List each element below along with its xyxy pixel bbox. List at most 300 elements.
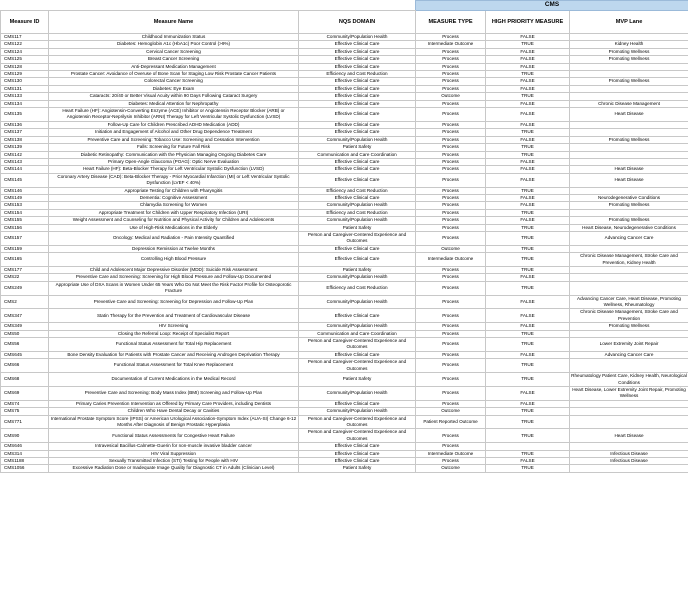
cell-nqs-domain[interactable]: Community/Population Health bbox=[299, 217, 416, 224]
cell-nqs-domain[interactable]: Effective Clinical Care bbox=[299, 108, 416, 122]
cell-measure-name[interactable]: Statin Therapy for the Prevention and Treatment of Cardiovascular Disease bbox=[49, 309, 299, 323]
cell-measure-name[interactable]: Controlling High Blood Pressure bbox=[49, 253, 299, 267]
cell-high-priority[interactable]: TRUE bbox=[486, 71, 570, 78]
cell-mvp-lane[interactable] bbox=[570, 129, 688, 136]
cell-measure-name[interactable]: Breast Cancer Screening bbox=[49, 56, 299, 63]
cell-measure-type[interactable]: Process bbox=[416, 443, 486, 450]
header-measure-type[interactable]: MEASURE TYPE bbox=[416, 11, 486, 34]
cell-measure-type[interactable]: Process bbox=[416, 34, 486, 41]
cell-high-priority[interactable]: FALSE bbox=[486, 274, 570, 281]
cell-measure-name[interactable]: Excessive Radiation Dose or Inadequate Image Quality for Diagnostic CT in Adults (Clinician Level) bbox=[49, 465, 299, 472]
cell-mvp-lane[interactable]: Chronic Disease Management bbox=[570, 100, 688, 107]
table-row bbox=[1, 158, 688, 165]
cell-nqs-domain[interactable]: Patient Safety bbox=[299, 373, 416, 387]
cell-measure-name[interactable]: Primary Caries Prevention Intervention as Offered by Primary Care Providers, including Dentists bbox=[49, 400, 299, 407]
cell-measure-type[interactable]: Process bbox=[416, 330, 486, 337]
cell-high-priority[interactable]: TRUE bbox=[486, 224, 570, 231]
cell-high-priority[interactable]: TRUE bbox=[486, 41, 570, 48]
cell-nqs-domain[interactable]: Effective Clinical Care bbox=[299, 129, 416, 136]
cell-measure-type[interactable]: Process bbox=[416, 151, 486, 158]
cell-measure-name[interactable]: Child and Adolescent Major Depressive Disorder (MDD): Suicide Risk Assessment bbox=[49, 267, 299, 274]
cell-nqs-domain[interactable]: Effective Clinical Care bbox=[299, 48, 416, 55]
cell-measure-name[interactable]: Diabetic Retinopathy: Communication with the Physician Managing Ongoing Diabetes Care bbox=[49, 151, 299, 158]
cell-nqs-domain[interactable]: Effective Clinical Care bbox=[299, 400, 416, 407]
cell-nqs-domain[interactable]: Effective Clinical Care bbox=[299, 93, 416, 100]
cell-measure-name[interactable]: Closing the Referral Loop: Receipt of Specialist Report bbox=[49, 330, 299, 337]
cell-mvp-lane[interactable]: Chronic Disease Management, Stroke Care and Prevention, Kidney Health bbox=[570, 253, 688, 267]
cell-mvp-lane[interactable]: Heart Disease bbox=[570, 108, 688, 122]
cell-measure-id[interactable]: CMS136 bbox=[1, 121, 49, 128]
cell-high-priority[interactable]: FALSE bbox=[486, 108, 570, 122]
cell-high-priority[interactable]: FALSE bbox=[486, 121, 570, 128]
cell-mvp-lane[interactable] bbox=[570, 443, 688, 450]
cell-nqs-domain[interactable]: Patient Safety bbox=[299, 224, 416, 231]
table-row bbox=[1, 224, 688, 231]
cell-measure-id[interactable]: CMS138 bbox=[1, 136, 49, 143]
cell-nqs-domain[interactable]: Effective Clinical Care bbox=[299, 100, 416, 107]
cell-nqs-domain[interactable]: Patient Safety bbox=[299, 144, 416, 151]
cell-measure-name[interactable]: Oncology: Medical and Radiation - Pain Intensity Quantified bbox=[49, 231, 299, 245]
cell-measure-id[interactable]: CMS249 bbox=[1, 281, 49, 295]
cell-mvp-lane[interactable]: Infectious Disease bbox=[570, 450, 688, 457]
cell-mvp-lane[interactable]: Heart Disease bbox=[570, 173, 688, 187]
cell-high-priority[interactable]: FALSE bbox=[486, 100, 570, 107]
cell-measure-name[interactable]: Functional Status Assessment for Total Hip Replacement bbox=[49, 338, 299, 352]
cell-measure-type[interactable]: Process bbox=[416, 274, 486, 281]
cell-mvp-lane[interactable]: Promoting Wellness bbox=[570, 136, 688, 143]
cell-high-priority[interactable]: FALSE bbox=[486, 48, 570, 55]
cell-high-priority[interactable]: TRUE bbox=[486, 93, 570, 100]
cell-measure-id[interactable]: CMS646 bbox=[1, 443, 49, 450]
cell-mvp-lane[interactable]: Heart Disease, Neurodegenerative Conditions bbox=[570, 224, 688, 231]
cell-measure-type[interactable]: Process bbox=[416, 217, 486, 224]
cell-nqs-domain[interactable]: Community/Population Health bbox=[299, 386, 416, 400]
cell-high-priority[interactable]: TRUE bbox=[486, 415, 570, 429]
cell-measure-id[interactable]: CMS131 bbox=[1, 85, 49, 92]
cell-high-priority[interactable]: FALSE bbox=[486, 217, 570, 224]
cell-high-priority[interactable]: TRUE bbox=[486, 267, 570, 274]
cell-high-priority[interactable]: FALSE bbox=[486, 351, 570, 358]
cell-measure-type[interactable]: Intermediate Outcome bbox=[416, 450, 486, 457]
cell-measure-type[interactable]: Outcome bbox=[416, 245, 486, 252]
cell-mvp-lane[interactable] bbox=[570, 187, 688, 194]
cell-measure-id[interactable]: CMS347 bbox=[1, 309, 49, 323]
cell-measure-id[interactable]: CMS159 bbox=[1, 245, 49, 252]
cell-high-priority[interactable]: TRUE bbox=[486, 209, 570, 216]
cell-nqs-domain[interactable]: Effective Clinical Care bbox=[299, 194, 416, 201]
cell-nqs-domain[interactable]: Effective Clinical Care bbox=[299, 309, 416, 323]
cell-measure-id[interactable]: CMS129 bbox=[1, 71, 49, 78]
cell-measure-type[interactable]: Process bbox=[416, 63, 486, 70]
cell-measure-id[interactable]: CMS56 bbox=[1, 338, 49, 352]
cell-high-priority[interactable]: FALSE bbox=[486, 400, 570, 407]
cell-measure-type[interactable]: Process bbox=[416, 231, 486, 245]
cell-nqs-domain[interactable]: Effective Clinical Care bbox=[299, 41, 416, 48]
cell-nqs-domain[interactable]: Effective Clinical Care bbox=[299, 457, 416, 464]
cell-measure-type[interactable]: Process bbox=[416, 338, 486, 352]
cell-high-priority[interactable]: TRUE bbox=[486, 231, 570, 245]
cell-mvp-lane[interactable] bbox=[570, 71, 688, 78]
cell-high-priority[interactable]: TRUE bbox=[486, 129, 570, 136]
cell-high-priority[interactable]: FALSE bbox=[486, 136, 570, 143]
cell-high-priority[interactable]: TRUE bbox=[486, 253, 570, 267]
header-nqs-domain[interactable]: NQS DOMAIN bbox=[299, 11, 416, 34]
cell-measure-id[interactable]: CMS149 bbox=[1, 194, 49, 201]
cell-measure-type[interactable]: Outcome bbox=[416, 465, 486, 472]
cell-measure-name[interactable]: Prostate Cancer: Avoidance of Overuse of Bone Scan for Staging Low Risk Prostate Cancer Patients bbox=[49, 71, 299, 78]
cell-measure-id[interactable]: CMS146 bbox=[1, 187, 49, 194]
cell-nqs-domain[interactable]: Effective Clinical Care bbox=[299, 443, 416, 450]
cell-mvp-lane[interactable] bbox=[570, 267, 688, 274]
cell-measure-name[interactable]: Cataracts: 20/40 or Better Visual Acuity within 90 Days Following Cataract Surgery bbox=[49, 93, 299, 100]
cell-mvp-lane[interactable]: Neurodegenerative Conditions bbox=[570, 194, 688, 201]
cell-nqs-domain[interactable]: Efficiency and Cost Reduction bbox=[299, 209, 416, 216]
cell-high-priority[interactable]: FALSE bbox=[486, 34, 570, 41]
cell-nqs-domain[interactable]: Effective Clinical Care bbox=[299, 245, 416, 252]
cell-measure-name[interactable]: Sexually Transmitted Infection (STI) Testing for People with HIV bbox=[49, 457, 299, 464]
table-body bbox=[1, 34, 688, 473]
cell-measure-id[interactable]: CMS139 bbox=[1, 144, 49, 151]
cell-mvp-lane[interactable]: Advancing Cancer Care bbox=[570, 231, 688, 245]
cell-high-priority[interactable]: TRUE bbox=[486, 373, 570, 387]
header-mvp-lane[interactable]: MVP Lane bbox=[570, 11, 688, 34]
cell-measure-name[interactable]: Preventive Care and Screening: Screening for High Blood Pressure and Follow-Up Documented bbox=[49, 274, 299, 281]
cell-measure-id[interactable]: CMS154 bbox=[1, 209, 49, 216]
cell-nqs-domain[interactable]: Community/Population Health bbox=[299, 136, 416, 143]
header-measure-name[interactable]: Measure Name bbox=[49, 11, 299, 34]
cell-nqs-domain[interactable]: Community/Population Health bbox=[299, 323, 416, 330]
cell-nqs-domain[interactable]: Efficiency and Cost Reduction bbox=[299, 281, 416, 295]
cell-measure-id[interactable]: CMS1056 bbox=[1, 465, 49, 472]
cell-mvp-lane[interactable] bbox=[570, 151, 688, 158]
cell-measure-id[interactable]: CMS133 bbox=[1, 93, 49, 100]
cell-measure-id[interactable]: CMS75 bbox=[1, 408, 49, 415]
cell-mvp-lane[interactable] bbox=[570, 144, 688, 151]
cell-measure-name[interactable]: Weight Assessment and Counseling for Nutrition and Physical Activity for Children and Adolescents bbox=[49, 217, 299, 224]
cell-mvp-lane[interactable] bbox=[570, 209, 688, 216]
cell-mvp-lane[interactable] bbox=[570, 93, 688, 100]
cell-mvp-lane[interactable]: Heart Disease bbox=[570, 429, 688, 443]
cell-mvp-lane[interactable]: Promoting Wellness bbox=[570, 323, 688, 330]
cell-measure-id[interactable]: CMS90 bbox=[1, 429, 49, 443]
cell-measure-name[interactable]: Documentation of Current Medications in the Medical Record bbox=[49, 373, 299, 387]
cell-nqs-domain[interactable]: Effective Clinical Care bbox=[299, 158, 416, 165]
cell-high-priority[interactable]: TRUE bbox=[486, 187, 570, 194]
cell-nqs-domain[interactable]: Community/Population Health bbox=[299, 202, 416, 209]
cell-measure-id[interactable]: CMS2 bbox=[1, 295, 49, 309]
cell-nqs-domain[interactable]: Patient Safety bbox=[299, 465, 416, 472]
cell-measure-type[interactable]: Process bbox=[416, 194, 486, 201]
cell-measure-id[interactable]: CMS771 bbox=[1, 415, 49, 429]
cell-high-priority[interactable]: FALSE bbox=[486, 295, 570, 309]
cell-high-priority[interactable]: FALSE bbox=[486, 173, 570, 187]
cell-high-priority[interactable]: TRUE bbox=[486, 330, 570, 337]
cell-mvp-lane[interactable]: Promoting Wellness bbox=[570, 78, 688, 85]
cell-measure-type[interactable]: Process bbox=[416, 100, 486, 107]
cell-measure-name[interactable]: Bone Density Evaluation for Patients with Prostate Cancer and Receiving Androgen Deprivation Therapy bbox=[49, 351, 299, 358]
cell-measure-name[interactable]: Use of High-Risk Medications in the Elderly bbox=[49, 224, 299, 231]
table-row bbox=[1, 63, 688, 70]
cell-measure-type[interactable]: Process bbox=[416, 56, 486, 63]
cell-high-priority[interactable]: FALSE bbox=[486, 56, 570, 63]
cell-measure-type[interactable]: Process bbox=[416, 386, 486, 400]
cell-measure-type[interactable]: Process bbox=[416, 373, 486, 387]
cell-mvp-lane[interactable]: Rheumatology Patient Care, Kidney Health, Neurological Conditions bbox=[571, 373, 687, 385]
cell-measure-id[interactable]: CMS314 bbox=[1, 450, 49, 457]
cell-measure-name[interactable]: Appropriate Testing for Children with Pharyngitis bbox=[49, 187, 299, 194]
cell-nqs-domain[interactable]: Person and Caregiver-Centered Experience and Outcomes bbox=[299, 429, 416, 443]
cell-mvp-lane[interactable]: Advancing Cancer Care, Heart Disease, Promoting Wellness, Rheumatology bbox=[570, 295, 688, 309]
cell-measure-type[interactable]: Intermediate Outcome bbox=[416, 253, 486, 267]
cell-measure-type[interactable]: Process bbox=[416, 295, 486, 309]
cell-nqs-domain[interactable]: Community/Population Health bbox=[299, 408, 416, 415]
header-high-priority[interactable]: HIGH PRIORITY MEASURE bbox=[486, 11, 570, 34]
cell-measure-type[interactable]: Process bbox=[416, 71, 486, 78]
cell-mvp-lane[interactable] bbox=[570, 85, 688, 92]
cell-high-priority[interactable]: FALSE bbox=[486, 166, 570, 173]
header-measure-id[interactable]: Measure ID bbox=[1, 11, 49, 34]
table-row bbox=[1, 121, 688, 128]
cell-measure-id[interactable]: CMS124 bbox=[1, 48, 49, 55]
cell-measure-name[interactable]: HIV Screening bbox=[49, 323, 299, 330]
cell-measure-type[interactable]: Process bbox=[416, 224, 486, 231]
cell-measure-id[interactable]: CMS143 bbox=[1, 158, 49, 165]
cell-mvp-lane[interactable] bbox=[570, 281, 688, 295]
cell-measure-name[interactable]: Functional Status Assessment for Total Knee Replacement bbox=[49, 359, 299, 373]
cell-mvp-lane[interactable]: Promoting Wellness bbox=[570, 48, 688, 55]
cell-measure-name[interactable]: Preventive Care and Screening: Tobacco Use: Screening and Cessation Intervention bbox=[49, 136, 299, 143]
cell-measure-name[interactable]: Diabetes: Medical Attention for Nephropathy bbox=[49, 100, 299, 107]
cell-measure-id[interactable]: CMS135 bbox=[1, 108, 49, 122]
cell-nqs-domain[interactable]: Communication and Care Coordination bbox=[299, 330, 416, 337]
cell-mvp-lane[interactable] bbox=[570, 274, 688, 281]
cell-measure-type[interactable]: Process bbox=[416, 400, 486, 407]
cell-measure-type[interactable]: Process bbox=[416, 173, 486, 187]
cell-measure-type[interactable]: Process bbox=[416, 281, 486, 295]
cell-high-priority[interactable]: TRUE bbox=[486, 144, 570, 151]
cell-measure-id[interactable]: CMS142 bbox=[1, 151, 49, 158]
cell-high-priority[interactable]: FALSE bbox=[486, 323, 570, 330]
cell-measure-id[interactable]: CMS1188 bbox=[1, 457, 49, 464]
cell-measure-id[interactable]: CMS165 bbox=[1, 253, 49, 267]
cell-measure-name[interactable]: International Prostate Symptom Score (IPSS) or American Urological Association-Symptom Index (AUA-SI) Change 6-12 Months After Diagnosis of Benign Prostatic Hyperplasia bbox=[49, 415, 299, 429]
cell-mvp-lane[interactable]: Promoting Wellness bbox=[570, 217, 688, 224]
cell-measure-name[interactable]: Anti-Depressant Medication Management bbox=[49, 63, 299, 70]
cell-nqs-domain[interactable]: Effective Clinical Care bbox=[299, 85, 416, 92]
cell-measure-id[interactable]: CMS645 bbox=[1, 351, 49, 358]
cell-measure-name[interactable]: Colorectal Cancer Screening bbox=[49, 78, 299, 85]
cell-measure-id[interactable]: CMS153 bbox=[1, 202, 49, 209]
cell-measure-type[interactable]: Outcome bbox=[416, 408, 486, 415]
table-row bbox=[1, 351, 688, 358]
cell-mvp-lane[interactable]: Advancing Cancer Care bbox=[570, 351, 688, 358]
cell-measure-type[interactable]: Process bbox=[416, 359, 486, 373]
cell-measure-name[interactable]: Childhood Immunization Status bbox=[49, 34, 299, 41]
cell-mvp-lane[interactable] bbox=[570, 121, 688, 128]
cell-measure-type[interactable]: Process bbox=[416, 351, 486, 358]
cell-measure-name[interactable]: HIV Viral Suppression bbox=[49, 450, 299, 457]
cell-mvp-lane[interactable]: Infectious Disease bbox=[570, 457, 688, 464]
cell-measure-id[interactable]: CMS145 bbox=[1, 173, 49, 187]
cell-mvp-lane[interactable]: Heart Disease bbox=[570, 166, 688, 173]
cell-measure-type[interactable]: Process bbox=[416, 136, 486, 143]
cell-high-priority[interactable]: TRUE bbox=[486, 450, 570, 457]
cell-measure-name[interactable]: Primary Open-Angle Glaucoma (POAG): Optic Nerve Evaluation bbox=[49, 158, 299, 165]
cell-high-priority[interactable]: FALSE bbox=[486, 85, 570, 92]
cell-nqs-domain[interactable]: Effective Clinical Care bbox=[299, 56, 416, 63]
cell-mvp-lane[interactable]: Lower Extremity Joint Repair bbox=[570, 338, 688, 352]
cell-mvp-lane[interactable] bbox=[570, 330, 688, 337]
cell-mvp-lane[interactable]: Chronic Disease Management, Stroke Care and Prevention bbox=[570, 309, 688, 323]
cell-nqs-domain[interactable]: Effective Clinical Care bbox=[299, 173, 416, 187]
cell-measure-id[interactable]: CMS144 bbox=[1, 166, 49, 173]
cell-measure-name[interactable]: Depression Remission at Twelve Months bbox=[49, 245, 299, 252]
cell-measure-id[interactable]: CMS22 bbox=[1, 274, 49, 281]
cell-measure-name[interactable]: Initiation and Engagement of Alcohol and Other Drug Dependence Treatment bbox=[49, 129, 299, 136]
cell-high-priority[interactable]: FALSE bbox=[486, 63, 570, 70]
cell-measure-id[interactable]: CMS134 bbox=[1, 100, 49, 107]
cell-nqs-domain[interactable]: Community/Population Health bbox=[299, 34, 416, 41]
cell-measure-type[interactable]: Outcome bbox=[416, 93, 486, 100]
cell-measure-id[interactable]: CMS69 bbox=[1, 386, 49, 400]
cell-nqs-domain[interactable]: Person and Caregiver-Centered Experience and Outcomes bbox=[299, 338, 416, 352]
cell-measure-name[interactable]: Chlamydia Screening for Women bbox=[49, 202, 299, 209]
cell-mvp-lane[interactable] bbox=[570, 245, 688, 252]
cell-measure-type[interactable]: Process bbox=[416, 121, 486, 128]
cell-measure-id[interactable]: CMS66 bbox=[1, 359, 49, 373]
cell-measure-type[interactable]: Process bbox=[416, 158, 486, 165]
cell-measure-name[interactable]: Diabetes: Hemoglobin A1c (HbA1c) Poor Control (>9%) bbox=[49, 41, 299, 48]
cell-nqs-domain[interactable]: Efficiency and Cost Reduction bbox=[299, 71, 416, 78]
cell-measure-name[interactable]: Coronary Artery Disease (CAD): Beta-Blocker Therapy - Prior Myocardial Infarction (MI) or Left Ventricular Systolic Dysfunction (LVEF < 40%) bbox=[49, 173, 299, 187]
cell-high-priority[interactable] bbox=[486, 443, 570, 450]
cell-measure-type[interactable]: Process bbox=[416, 166, 486, 173]
cell-measure-type[interactable]: Intermediate Outcome bbox=[416, 41, 486, 48]
cell-measure-type[interactable]: Process bbox=[416, 429, 486, 443]
cell-mvp-lane[interactable]: Kidney Health bbox=[570, 41, 688, 48]
cell-measure-id[interactable]: CMS122 bbox=[1, 41, 49, 48]
cell-measure-type[interactable]: Process bbox=[416, 187, 486, 194]
cell-mvp-lane[interactable]: Promoting Wellness bbox=[570, 202, 688, 209]
cell-measure-id[interactable]: CMS349 bbox=[1, 323, 49, 330]
cell-measure-type[interactable]: Process bbox=[416, 144, 486, 151]
cell-nqs-domain[interactable]: Person and Caregiver-Centered Experience and Outcomes bbox=[299, 415, 416, 429]
cell-measure-name[interactable]: Diabetes: Eye Exam bbox=[49, 85, 299, 92]
cell-measure-id[interactable]: CMS50 bbox=[1, 330, 49, 337]
cell-high-priority[interactable]: FALSE bbox=[486, 309, 570, 323]
cell-measure-type[interactable]: Process bbox=[416, 48, 486, 55]
cell-nqs-domain[interactable]: Efficiency and Cost Reduction bbox=[299, 187, 416, 194]
cell-mvp-lane[interactable] bbox=[570, 400, 688, 407]
cell-measure-name[interactable]: Intravesical Bacillus-Calmette-Guerin for non-muscle invasive bladder cancer bbox=[49, 443, 299, 450]
cell-high-priority[interactable]: TRUE bbox=[486, 429, 570, 443]
cell-measure-id[interactable]: CMS68 bbox=[1, 373, 49, 387]
cell-measure-name[interactable]: Appropriate Treatment for Children with Upper Respiratory Infection (URI) bbox=[49, 209, 299, 216]
cell-measure-id[interactable]: CMS156 bbox=[1, 224, 49, 231]
cell-mvp-lane[interactable] bbox=[570, 158, 688, 165]
cell-measure-name[interactable]: Functional Status Assessments for Congestive Heart Failure bbox=[49, 429, 299, 443]
cell-measure-name[interactable]: Heart Failure (HF): Beta-Blocker Therapy for Left Ventricular Systolic Dysfunction (LVSD) bbox=[49, 166, 299, 173]
cell-measure-type[interactable]: Process bbox=[416, 457, 486, 464]
cell-nqs-domain[interactable]: Effective Clinical Care bbox=[299, 166, 416, 173]
cell-nqs-domain[interactable]: Effective Clinical Care bbox=[299, 78, 416, 85]
cell-measure-type[interactable]: Process bbox=[416, 202, 486, 209]
cell-measure-type[interactable]: Process bbox=[416, 129, 486, 136]
cell-high-priority[interactable]: FALSE bbox=[486, 457, 570, 464]
cell-mvp-lane[interactable] bbox=[570, 34, 688, 41]
cell-mvp-lane[interactable] bbox=[570, 359, 688, 373]
cell-measure-id[interactable]: CMS130 bbox=[1, 78, 49, 85]
cell-measure-name[interactable]: Cervical Cancer Screening bbox=[49, 48, 299, 55]
cell-measure-type[interactable]: Process bbox=[416, 323, 486, 330]
cell-nqs-domain[interactable]: Community/Population Health bbox=[299, 295, 416, 309]
cell-high-priority[interactable]: TRUE bbox=[486, 281, 570, 295]
cell-measure-id[interactable]: CMS137 bbox=[1, 129, 49, 136]
cell-measure-name[interactable]: Children Who Have Dental Decay or Cavities bbox=[49, 408, 299, 415]
cell-nqs-domain[interactable]: Effective Clinical Care bbox=[299, 351, 416, 358]
cell-measure-id[interactable]: CMS157 bbox=[1, 231, 49, 245]
cell-nqs-domain[interactable]: Effective Clinical Care bbox=[299, 63, 416, 70]
cell-mvp-lane[interactable] bbox=[570, 408, 688, 415]
cell-measure-type[interactable]: Process bbox=[416, 78, 486, 85]
cell-measure-type[interactable]: Process bbox=[416, 85, 486, 92]
cell-nqs-domain[interactable]: Effective Clinical Care bbox=[299, 450, 416, 457]
cell-high-priority[interactable]: TRUE bbox=[486, 151, 570, 158]
cell-measure-id[interactable]: CMS74 bbox=[1, 400, 49, 407]
cell-mvp-lane[interactable]: Heart Disease, Lower Extremity Joint Repair, Promoting Wellness bbox=[570, 386, 688, 400]
cell-measure-type[interactable]: Process bbox=[416, 309, 486, 323]
cell-high-priority[interactable]: TRUE bbox=[486, 338, 570, 352]
cell-measure-name[interactable]: Follow-Up Care for Children Prescribed ADHD Medication (ADD) bbox=[49, 121, 299, 128]
cell-nqs-domain[interactable]: Person and Caregiver-Centered Experience and Outcomes bbox=[299, 359, 416, 373]
cell-nqs-domain[interactable]: Communication and Care Coordination bbox=[299, 151, 416, 158]
cell-measure-type[interactable]: Patient Reported Outcome bbox=[416, 415, 486, 429]
cell-nqs-domain[interactable]: Effective Clinical Care bbox=[299, 253, 416, 267]
cell-nqs-domain[interactable]: Community/Population Health bbox=[299, 274, 416, 281]
cell-measure-id[interactable]: CMS117 bbox=[1, 34, 49, 41]
cell-mvp-lane[interactable] bbox=[570, 63, 688, 70]
cell-measure-type[interactable]: Process bbox=[416, 267, 486, 274]
cell-high-priority[interactable]: FALSE bbox=[486, 194, 570, 201]
cell-mvp-lane[interactable] bbox=[570, 415, 688, 429]
cell-high-priority[interactable]: TRUE bbox=[486, 245, 570, 252]
cell-nqs-domain[interactable]: Patient Safety bbox=[299, 267, 416, 274]
cell-high-priority[interactable]: TRUE bbox=[486, 408, 570, 415]
cell-measure-name[interactable]: Appropriate Use of DXA Scans in Women Under 65 Years Who Do Not Meet the Risk Factor Profile for Osteoporotic Fracture bbox=[49, 281, 299, 295]
cell-measure-name[interactable]: Dementia: Cognitive Assessment bbox=[49, 194, 299, 201]
cell-nqs-domain[interactable]: Effective Clinical Care bbox=[299, 121, 416, 128]
cell-high-priority[interactable]: TRUE bbox=[486, 465, 570, 472]
cell-nqs-domain[interactable]: Person and Caregiver-Centered Experience and Outcomes bbox=[299, 231, 416, 245]
cell-measure-type[interactable]: Process bbox=[416, 108, 486, 122]
cell-measure-type[interactable]: Process bbox=[416, 209, 486, 216]
cell-measure-name[interactable]: Falls: Screening for Future Fall Risk bbox=[49, 144, 299, 151]
cell-measure-id[interactable]: CMS128 bbox=[1, 63, 49, 70]
cell-measure-name[interactable]: Preventive Care and Screening: Screening for Depression and Follow-Up Plan bbox=[49, 295, 299, 309]
cell-mvp-lane[interactable]: Promoting Wellness bbox=[570, 56, 688, 63]
cell-measure-name[interactable]: Heart Failure (HF): Angiotensin-Converting Enzyme (ACE) Inhibitor or Angiotensin Receptor Blocker (ARB) or Angiotensin Receptor-Neprilysin Inhibitor (ARNI) Therapy for Left Ventricular Systolic Dysfunction (LVSD) bbox=[49, 108, 299, 122]
cell-mvp-lane[interactable] bbox=[570, 465, 688, 472]
cell-measure-id[interactable]: CMS125 bbox=[1, 56, 49, 63]
cell-measure-id[interactable]: CMS177 bbox=[1, 267, 49, 274]
cell-high-priority[interactable]: FALSE bbox=[486, 202, 570, 209]
cell-high-priority[interactable]: FALSE bbox=[486, 78, 570, 85]
cell-measure-name[interactable]: Preventive Care and Screening: Body Mass Index (BMI) Screening and Follow-Up Plan bbox=[49, 386, 299, 400]
cell-measure-id[interactable]: CMS155 bbox=[1, 217, 49, 224]
cell-high-priority[interactable]: TRUE bbox=[486, 359, 570, 373]
cell-high-priority[interactable]: FALSE bbox=[486, 158, 570, 165]
cell-high-priority[interactable]: FALSE bbox=[486, 386, 570, 400]
